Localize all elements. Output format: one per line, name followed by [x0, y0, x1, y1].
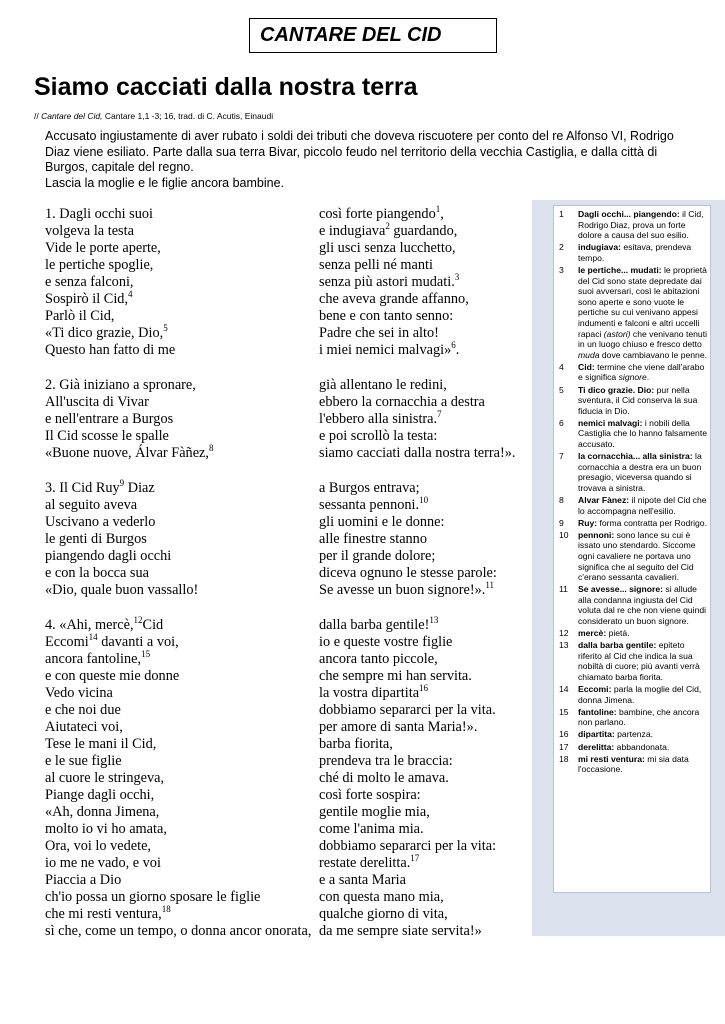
poem-text: io me ne vado, e voi [45, 855, 161, 871]
poem-stanza [319, 480, 516, 599]
footnote-term: nemici malvagi: [578, 417, 643, 428]
poem-text: le genti di Burgos [45, 531, 147, 547]
footnote-term: fantoline: [578, 706, 617, 717]
poem-text: Piange dagli occhi, [45, 787, 155, 803]
footnote-body: il nipote del Cid che lo accompagna nell'esilio. [578, 494, 707, 516]
footnote-item [559, 707, 708, 728]
footnote-reference: 1 [435, 204, 441, 214]
footnote-text [578, 495, 708, 516]
poem-text: e senza falconi, [45, 274, 134, 290]
footnote-body: forma contratta per Rodrigo. [597, 517, 707, 528]
footnote-number: 4 [559, 361, 564, 372]
page-title: Siamo cacciati dalla nostra terra [34, 73, 418, 101]
footnote-text [578, 362, 708, 383]
poem-text: Cid [142, 617, 164, 633]
poem-line [45, 651, 311, 668]
footnote-reference: 3 [454, 272, 460, 282]
footnote-item [559, 684, 708, 705]
footnote-term: Eccomi: [578, 684, 612, 695]
footnote-italic: muda [578, 349, 600, 360]
intro-paragraph: Accusato ingiustamente di aver rubato i soldi dei tributi che doveva riscuotere per conto del re Alfonso VI, Rodrigo Diaz viene esiliato. Parte dalla sua terra Bivar, piccolo feudo nel territorio della vecchia Castiglia, e dalla città di Burgos, capitale del regno. [45, 129, 674, 175]
poem-line [319, 257, 516, 274]
poem-text: 3. Il Cid Ruy [45, 480, 120, 496]
poem-text: , [440, 206, 444, 222]
footnote-term: dalla barba gentile: [578, 640, 657, 651]
poem-line [319, 668, 516, 685]
poem-line [319, 445, 516, 462]
poem-text: 1. Dagli occhi suoi [45, 206, 154, 222]
poem-text: «Dio, quale buon vassallo! [45, 582, 199, 598]
poem-line [319, 753, 516, 770]
intro-text [45, 129, 675, 191]
poem-line [319, 394, 516, 411]
poem-stanza [45, 377, 311, 462]
poem-text: Tese le mani il Cid, [45, 736, 157, 752]
poem-text: davanti a voi, [97, 634, 179, 650]
poem-text: Parlò il Cid, [45, 308, 115, 324]
poem-text: siamo cacciati dalla nostra terra!». [319, 445, 516, 461]
poem-text: Padre che sei in alto! [319, 325, 439, 341]
poem-line [319, 634, 516, 651]
footnote-body: che venivano tenuti in un luogo chiuso e fresco detto [578, 328, 707, 350]
footnote-item [559, 385, 708, 417]
footnote-number: 12 [559, 628, 569, 639]
poem-text: come l'anima mia. [319, 821, 424, 837]
poem-line [45, 257, 311, 274]
footnote-term: Se avesse... signore: [578, 584, 664, 595]
poem-line [45, 325, 311, 342]
footnote-body: epiteto riferito al Cid che indica la sua nobiltà di cuore; più avanti verrà chiamato barba fiorita. [578, 640, 700, 682]
source-work-title: Cantare del Cid, [41, 111, 103, 121]
footnote-term: Alvar Fànez: [578, 494, 630, 505]
footnote-term: dipartita: [578, 729, 615, 740]
poem-text: e con queste mie donne [45, 668, 180, 684]
footnote-body: partenza. [614, 729, 653, 740]
poem-text: «Ah, donna Jimena, [45, 804, 160, 820]
poem-line [319, 685, 516, 702]
poem-text: Vide le porte aperte, [45, 240, 161, 256]
footnote-item [559, 451, 708, 493]
poem-text: . [455, 342, 460, 358]
footnote-reference: 7 [437, 409, 442, 419]
footnote-term: le pertiche... mudati: [578, 264, 662, 275]
poem-text: diceva ognuno le stesse parole: [319, 565, 497, 581]
poem-line [319, 240, 516, 257]
poem-line [45, 923, 311, 940]
poem-line [45, 411, 311, 428]
poem-line [319, 923, 516, 940]
poem-text: che sempre mi han servita. [319, 668, 472, 684]
footnote-item [559, 362, 708, 383]
poem-text: 2. Già iniziano a spronare, [45, 377, 196, 393]
footnote-body: . [646, 372, 650, 383]
footnote-text [578, 518, 708, 529]
footnote-body: dove cambiavano le penne. [599, 349, 707, 360]
poem-text: prendeva tra le braccia: [319, 753, 453, 769]
poem-line [319, 223, 516, 240]
footnote-term: indugiava: [578, 242, 621, 253]
footnote-number: 18 [559, 753, 569, 764]
poem-text: Eccomi [45, 634, 89, 650]
footnote-body: pietà. [606, 628, 630, 639]
footnote-reference: 13 [429, 615, 439, 625]
footnote-reference: 11 [485, 580, 495, 590]
footnote-body: parla la moglie del Cid, donna Jimena. [578, 684, 702, 705]
footnote-text [578, 684, 708, 705]
footnote-text [578, 584, 708, 626]
footnote-text [578, 418, 708, 450]
footnote-term: Cid: [578, 361, 595, 372]
footnote-reference: 2 [385, 221, 390, 231]
footnote-term: Ruy: [578, 517, 598, 528]
poem-text: barba fiorita, [319, 736, 393, 752]
poem-line [319, 274, 516, 291]
poem-text: restate derelitta. [319, 855, 411, 871]
poem-line [319, 514, 516, 531]
footnote-body: sono lance su cui è issato uno stendardo. Siccome ogni cavaliere ne portava uno significa che al seguito del Cid c'erano sessanta cavalieri. [578, 529, 696, 583]
poem-text: senza più astori mudati. [319, 274, 455, 290]
poem-line [319, 582, 516, 599]
footnote-text [578, 628, 708, 639]
footnote-item [559, 640, 708, 682]
poem-line [319, 821, 516, 838]
footnotes-panel [553, 205, 711, 893]
poem-text: con questa mano mia, [319, 889, 444, 905]
poem-text: per il grande dolore; [319, 548, 436, 564]
poem-line [319, 855, 516, 872]
poem-line [45, 240, 311, 257]
poem-stanza [319, 617, 516, 940]
poem-text: Il Cid scosse le spalle [45, 428, 169, 444]
poem-text: volgeva la testa [45, 223, 134, 239]
poem-line [45, 889, 311, 906]
poem-text: ch'io possa un giorno sposare le figlie [45, 889, 261, 905]
poem-line [319, 872, 516, 889]
footnote-item [559, 754, 708, 775]
poem-line [319, 617, 516, 634]
source-citation [34, 111, 273, 121]
footnote-italic: (astori) [603, 328, 631, 339]
poem-line [45, 206, 311, 223]
footnote-item [559, 584, 708, 626]
poem-column-left [45, 206, 311, 958]
poem-text: sì che, come un tempo, o donna ancor onorata, [45, 923, 312, 939]
poem-text: a Burgos entrava; [319, 480, 420, 496]
footnote-italic: signore [618, 372, 647, 383]
poem-text: che mi resti ventura, [45, 906, 162, 922]
footnote-item [559, 265, 708, 360]
footnote-body: esitava, prendeva tempo. [578, 242, 692, 263]
poem-line [45, 342, 311, 359]
poem-text: già allentano le redini, [319, 377, 447, 393]
footnote-body: termine che viene dall'arabo e significa [578, 361, 705, 383]
poem-text: guardando, [389, 223, 458, 239]
poem-stanza [319, 206, 516, 359]
footnote-reference: 18 [161, 904, 171, 914]
source-details: Cantare 1,1 -3; 16, trad. di C. Acutis, Einaudi [102, 111, 274, 121]
poem-text: ché di molto le amava. [319, 770, 449, 786]
poem-text: e le sue figlie [45, 753, 122, 769]
footnote-text [578, 209, 708, 241]
poem-text: l'ebbero alla sinistra. [319, 411, 438, 427]
poem-line [45, 821, 311, 838]
poem-stanza [45, 617, 311, 940]
poem-text: che aveva grande affanno, [319, 291, 469, 307]
footnote-body: i nobili della Castiglia che lo hanno falsamente accusato. [578, 417, 707, 449]
poem-line [319, 651, 516, 668]
footnote-term: mercè: [578, 628, 607, 639]
footnote-item [559, 628, 708, 639]
poem-line [45, 787, 311, 804]
poem-line [45, 702, 311, 719]
footnote-number: 17 [559, 741, 569, 752]
footnote-number: 10 [559, 529, 569, 540]
footnote-number: 14 [559, 684, 569, 695]
poem-text: io e queste vostre figlie [319, 634, 453, 650]
poem-line [45, 274, 311, 291]
footnote-number: 16 [559, 729, 569, 740]
poem-text: le pertiche spoglie, [45, 257, 154, 273]
poem-line [45, 753, 311, 770]
poem-text: e con la bocca sua [45, 565, 149, 581]
poem-text: e poi scrollò la testa: [319, 428, 438, 444]
poem-line [319, 770, 516, 787]
poem-line [319, 206, 516, 223]
poem-line [319, 736, 516, 753]
poem-line [45, 531, 311, 548]
footnote-body: bambine, che ancora non parlano. [578, 706, 700, 728]
title-badge: CANTARE DEL CID [249, 18, 497, 53]
footnote-term: la cornacchia... alla sinistra: [578, 451, 693, 462]
footnote-reference: 6 [451, 340, 456, 350]
poem-text: e nell'entrare a Burgos [45, 411, 174, 427]
footnote-number: 6 [559, 417, 564, 428]
poem-text: la vostra dipartita [319, 685, 420, 701]
poem-line [319, 480, 516, 497]
footnote-body: si allude alla condanna ingiusta del Cid voluta dal re che non viene quindi considerato un buon signore. [578, 584, 707, 626]
poem-text: i miei nemici malvagi» [319, 342, 452, 358]
footnote-number: 15 [559, 706, 569, 717]
poem-text: «Ti dico grazie, Dio, [45, 325, 164, 341]
poem-text: molto io vi ho amata, [45, 821, 167, 837]
footnote-item [559, 495, 708, 516]
poem-text: così forte sospira: [319, 787, 421, 803]
footnote-text [578, 729, 708, 740]
poem-text: sessanta pennoni. [319, 497, 420, 513]
poem-text: Uscivano a vederlo [45, 514, 156, 530]
poem-line [45, 582, 311, 599]
footnote-body: abbandonata. [614, 741, 670, 752]
poem-line [319, 411, 516, 428]
poem-text: ebbero la cornacchia a destra [319, 394, 485, 410]
poem-line [45, 377, 311, 394]
poem-line [319, 548, 516, 565]
poem-text: gli usci senza lucchetto, [319, 240, 456, 256]
poem-text: Diaz [124, 480, 155, 496]
poem-line [45, 685, 311, 702]
poem-text: Questo han fatto di me [45, 342, 176, 358]
poem-text: Piaccia a Dio [45, 872, 122, 888]
footnote-text [578, 754, 708, 775]
poem-line [45, 617, 311, 634]
poem-line [319, 342, 516, 359]
footnote-body: il Cid, Rodrigo Diaz, prova un forte dolore a causa del suo esilio. [578, 209, 704, 241]
poem-line [45, 565, 311, 582]
poem-line [45, 736, 311, 753]
poem-text: per amore di santa Maria!». [319, 719, 478, 735]
poem-line [45, 480, 311, 497]
poem-text: ancora tanto piccole, [319, 651, 438, 667]
footnote-item [559, 729, 708, 740]
footnote-body: mi sia data l'occasione. [578, 753, 689, 775]
poem-text: «Buone nuove, Álvar Fàñez, [45, 445, 209, 461]
poem-text: Sospirò il Cid, [45, 291, 129, 307]
poem-text: piangendo dagli occhi [45, 548, 172, 564]
intro-second-line: Lascia la moglie e le figlie ancora bambine. [45, 175, 285, 190]
poem-text: senza pelli né manti [319, 257, 433, 273]
poem-line [45, 634, 311, 651]
source-prefix: // [34, 111, 42, 121]
poem-line [45, 838, 311, 855]
poem-text: Vedo vicina [45, 685, 113, 701]
footnote-text [578, 640, 708, 682]
poem-text: e a santa Maria [319, 872, 406, 888]
poem-column-right [319, 206, 516, 958]
poem-text: qualche giorno di vita, [319, 906, 448, 922]
poem-text: e che noi due [45, 702, 121, 718]
poem-line [45, 308, 311, 325]
footnote-term: pennoni: [578, 529, 615, 540]
footnote-body: la cornacchia a destra era un buon presagio, viceversa quando si trovava a sinistra. [578, 451, 702, 493]
poem-line [45, 872, 311, 889]
poem-line [319, 497, 516, 514]
footnote-number: 1 [559, 209, 564, 219]
footnote-item [559, 242, 708, 263]
footnote-reference: 15 [141, 649, 151, 659]
poem-line [45, 394, 311, 411]
poem-line [319, 906, 516, 923]
poem-text: gli uomini e le donne: [319, 514, 445, 530]
footnote-body: le proprietà del Cid sono state depredate dai suoi avversari, così le abitazioni sono aperte e sono vuote le pertiche su cui venivano appesi indumenti e falconi e altri uccelli rapaci [578, 264, 707, 339]
poem-line [319, 428, 516, 445]
footnote-item [559, 742, 708, 753]
poem-line [319, 702, 516, 719]
poem-text: al seguito aveva [45, 497, 138, 513]
poem-text: così forte piangendo [319, 206, 436, 222]
footnote-reference: 16 [419, 683, 429, 693]
footnote-number: 7 [559, 451, 564, 462]
poem-line [45, 719, 311, 736]
footnote-number: 11 [559, 584, 568, 595]
poem-line [45, 223, 311, 240]
poem-line [319, 719, 516, 736]
poem-line [319, 804, 516, 821]
poem-text: da me sempre siate servita!» [319, 923, 482, 939]
footnote-number: 2 [559, 242, 564, 253]
poem-text: al cuore le stringeva, [45, 770, 165, 786]
footnote-reference: 14 [88, 632, 98, 642]
footnote-reference: 8 [208, 443, 214, 453]
poem-text: ancora fantoline, [45, 651, 142, 667]
footnote-term: Dagli occhi... piangendo: [578, 209, 680, 219]
poem-line [45, 548, 311, 565]
poem-text: gentile moglie mia, [319, 804, 430, 820]
poem-line [319, 291, 516, 308]
poem-line [45, 514, 311, 531]
footnote-reference: 10 [419, 495, 429, 505]
footnote-item [559, 518, 708, 529]
footnote-reference: 12 [133, 615, 143, 625]
footnote-text [578, 242, 708, 263]
footnote-reference: 5 [163, 323, 168, 333]
poem-text: Ora, voi lo vedete, [45, 838, 151, 854]
poem-line [319, 787, 516, 804]
poem-stanza [319, 377, 516, 462]
poem-line [45, 906, 311, 923]
poem-text: e indugiava [319, 223, 386, 239]
poem-stanza [45, 480, 311, 599]
footnote-term: Ti dico grazie. Dio: [578, 384, 655, 395]
poem-text: All'uscita di Vivar [45, 394, 149, 410]
poem-text: Se avesse un buon signore!». [319, 582, 486, 598]
poem-line [45, 428, 311, 445]
poem-line [319, 531, 516, 548]
poem-line [45, 497, 311, 514]
poem-text: dobbiamo separarci per la vita. [319, 702, 496, 718]
footnote-text [578, 530, 708, 583]
poem-text: 4. «Ahi, mercè, [45, 617, 134, 633]
footnote-reference: 17 [410, 853, 420, 863]
footnote-term: mi resti ventura: [578, 753, 645, 764]
poem-text: dobbiamo separarci per la vita: [319, 838, 497, 854]
poem-stanza [45, 206, 311, 359]
footnote-item [559, 209, 708, 241]
poem-line [45, 770, 311, 787]
footnote-term: derelitta: [578, 741, 615, 752]
poem-line [319, 377, 516, 394]
footnote-number: 9 [559, 517, 564, 528]
footnote-text [578, 265, 708, 360]
footnote-text [578, 451, 708, 493]
footnote-reference: 9 [119, 478, 125, 488]
footnote-text [578, 742, 708, 753]
poem-line [319, 325, 516, 342]
poem-text: bene e con tanto senno: [319, 308, 454, 324]
footnote-item [559, 418, 708, 450]
footnote-number: 13 [559, 640, 569, 651]
poem-text: Aiutateci voi, [45, 719, 123, 735]
footnote-number: 8 [559, 494, 564, 505]
poem-line [319, 889, 516, 906]
footnote-number: 5 [559, 384, 564, 395]
footnote-item [559, 530, 708, 583]
footnote-number: 3 [559, 264, 564, 275]
poem-line [45, 445, 311, 462]
poem-line [45, 291, 311, 308]
poem-text: alle finestre stanno [319, 531, 427, 547]
poem-line [45, 668, 311, 685]
footnote-reference: 4 [128, 289, 133, 299]
footnote-text [578, 385, 708, 417]
footnote-body: pur nella sventura, il Cid conserva la sua fiducia in Dio. [578, 384, 698, 416]
poem-text: dalla barba gentile! [319, 617, 430, 633]
footnote-text [578, 707, 708, 728]
poem-line [319, 308, 516, 325]
poem-line [45, 855, 311, 872]
poem-line [45, 804, 311, 821]
